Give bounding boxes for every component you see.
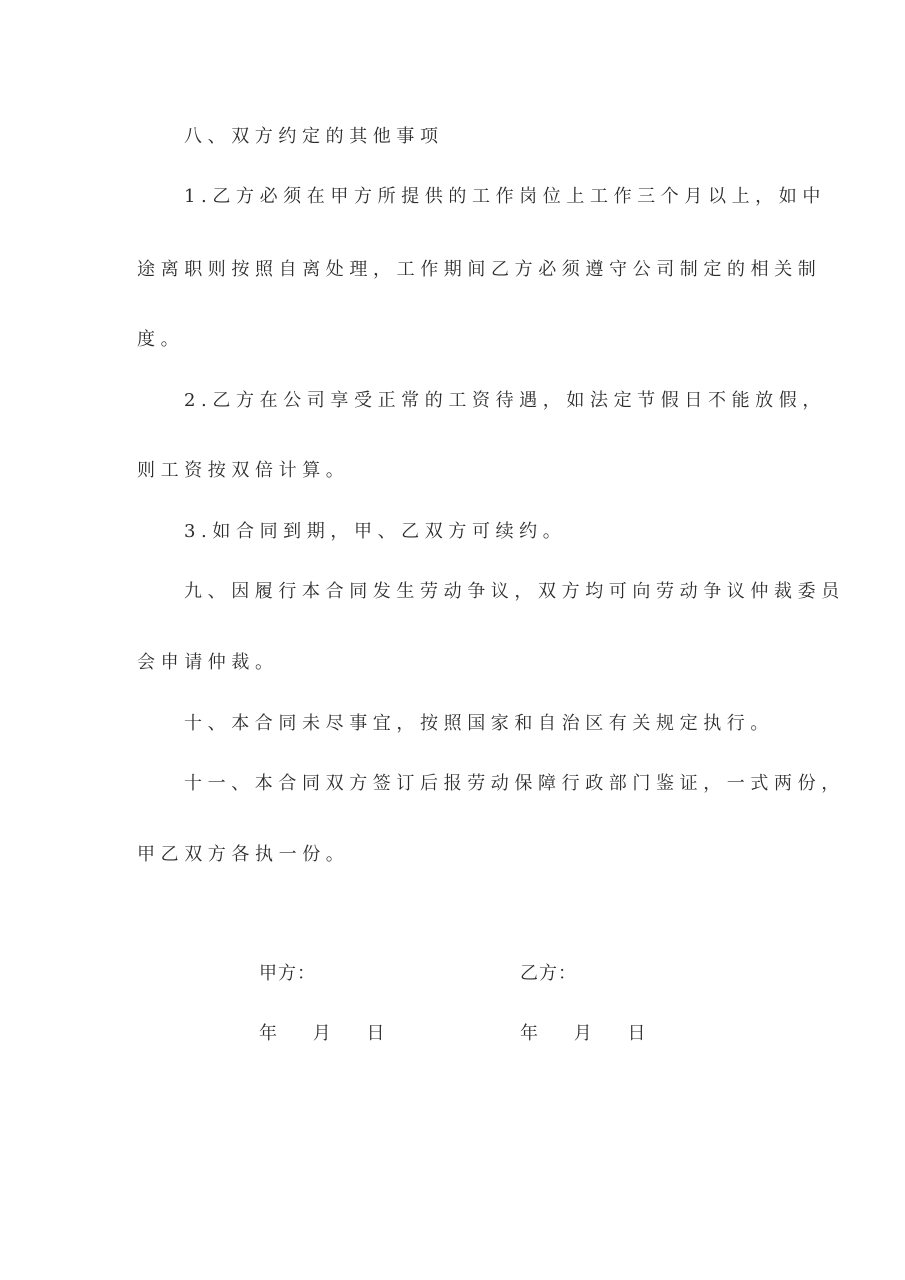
section-11-line-1: 十一、本合同双方签订后报劳动保障行政部门鉴证，一式两份， — [184, 773, 845, 794]
party-b-date: 年 月 日 — [520, 1023, 656, 1044]
section-8-item-1-line-2: 途离职则按照自离处理，工作期间乙方必须遵守公司制定的相关制 — [137, 259, 822, 280]
section-8-item-2-line-2: 则工资按双倍计算。 — [137, 460, 350, 481]
party-a-date: 年 月 日 — [259, 1023, 395, 1044]
section-9-line-1: 九、因履行本合同发生劳动争议，双方均可向劳动争议仲裁委员 — [184, 581, 845, 602]
party-b-signature-label: 乙方： — [520, 963, 577, 984]
section-11-line-2: 甲乙双方各执一份。 — [137, 844, 350, 865]
section-8-item-3: 3.如合同到期，甲、乙双方可续约。 — [184, 521, 567, 542]
section-8-item-2-line-1: 2.乙方在公司享受正常的工资待遇，如法定节假日不能放假， — [184, 390, 826, 411]
section-8-item-1-line-1: 1.乙方必须在甲方所提供的工作岗位上工作三个月以上，如中 — [184, 186, 826, 207]
section-10: 十、本合同未尽事宜，按照国家和自治区有关规定执行。 — [184, 713, 774, 734]
section-9-line-2: 会申请仲裁。 — [137, 652, 279, 673]
section-8-item-1-line-3: 度。 — [137, 329, 185, 350]
section-8-title: 八、双方约定的其他事项 — [184, 126, 444, 147]
party-a-signature-label: 甲方： — [259, 963, 316, 984]
